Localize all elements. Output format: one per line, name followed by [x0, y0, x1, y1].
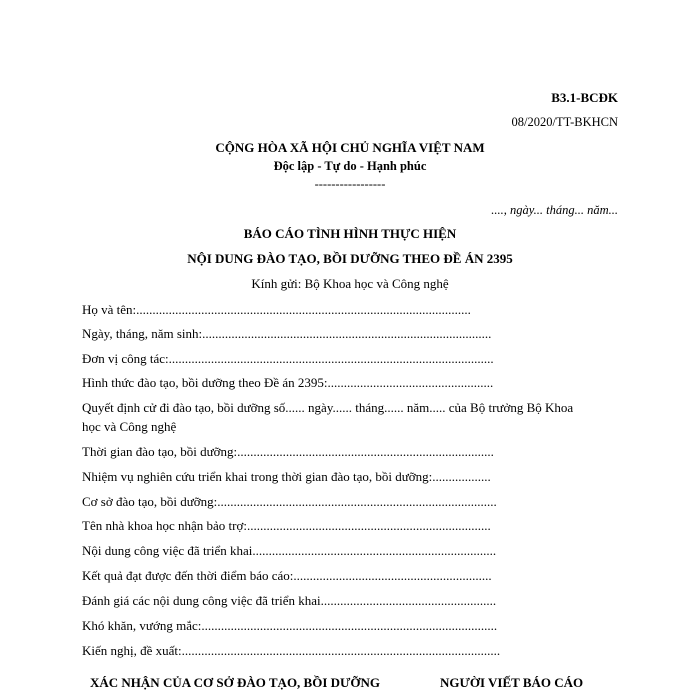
field-training-form: Hình thức đào tạo, bồi dưỡng theo Đề án 2395:................................................... [82, 375, 494, 390]
field-birth-date: Ngày, tháng, năm sinh:......................................................................................... [82, 326, 492, 341]
circular-number: 08/2020/TT-BKHCN [511, 115, 618, 129]
field-decision-cont: học và Công nghệ [82, 419, 177, 434]
field-sponsor: Tên nhà khoa học nhận bảo trợ:........................................................................... [82, 518, 491, 533]
report-title-line2: NỘI DUNG ĐÀO TẠO, BỒI DƯỠNG THEO ĐỀ ÁN 2395 [187, 251, 513, 266]
nation-name: CỘNG HÒA XÃ HỘI CHỦ NGHĨA VIỆT NAM [215, 140, 485, 155]
field-institution: Cơ sở đào tạo, bồi dưỡng:...................................................................................... [82, 494, 497, 509]
footer-report-writer: NGƯỜI VIẾT BÁO CÁO [440, 675, 584, 690]
field-full-name: Họ và tên:....................................................................................................... [82, 302, 471, 317]
field-work-content: Nội dung công việc đã triển khai........................................................................... [82, 543, 497, 558]
form-code: B3.1-BCĐK [551, 90, 618, 105]
field-research-task: Nhiệm vụ nghiên cứu triển khai trong thời gian đào tạo, bồi dưỡng:.................. [82, 469, 491, 484]
field-work-unit: Đơn vị công tác:.................................................................................................... [82, 351, 494, 366]
footer-institution-confirmation: XÁC NHẬN CỦA CƠ SỞ ĐÀO TẠO, BỒI DƯỠNG [90, 675, 380, 690]
field-assessment: Đánh giá các nội dung công việc đã triển khai...................................................... [82, 593, 497, 608]
motto: Độc lập - Tự do - Hạnh phúc [273, 159, 427, 173]
separator: ----------------- [314, 177, 386, 191]
field-recommendations: Kiến nghị, đề xuất:.................................................................................................. [82, 643, 501, 658]
recipient: Kính gửi: Bộ Khoa học và Công nghệ [251, 276, 449, 291]
date-line: ...., ngày... tháng... năm... [491, 203, 618, 217]
field-decision: Quyết định cử đi đào tạo, bồi dưỡng số...... ngày...... tháng...... năm..... của Bộ trưởng Bộ Khoa [82, 400, 574, 415]
field-training-time: Thời gian đào tạo, bồi dưỡng:............................................................................... [82, 444, 494, 459]
report-title-line1: BÁO CÁO TÌNH HÌNH THỰC HIỆN [243, 226, 457, 241]
field-difficulties: Khó khăn, vướng mắc:........................................................................................... [82, 618, 498, 633]
field-results: Kết quả đạt được đến thời điểm báo cáo:............................................................. [82, 568, 492, 583]
